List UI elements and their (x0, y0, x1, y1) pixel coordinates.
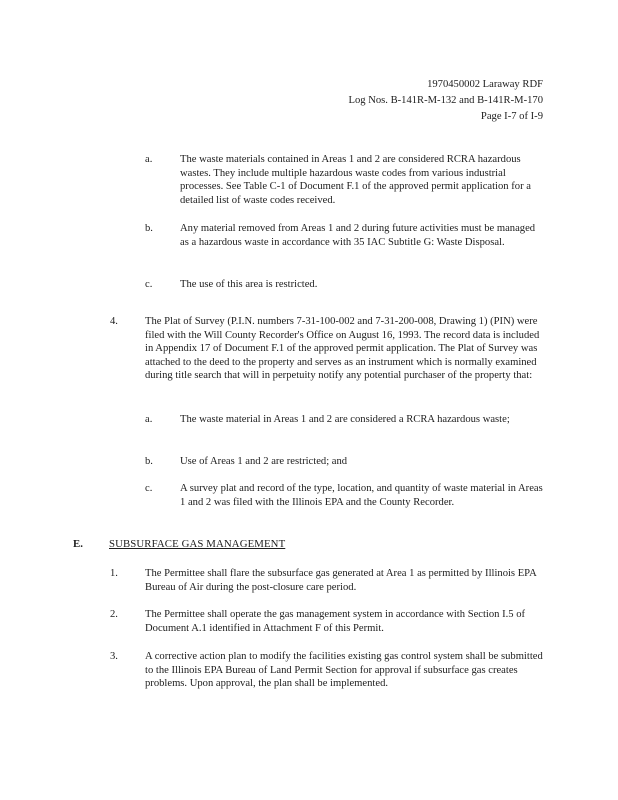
sub-item-label: b. (145, 223, 153, 234)
header-log-numbers: Log Nos. B-141R-M-132 and B-141R-M-170 (348, 95, 543, 106)
sub-item-text: A survey plat and record of the type, location, and quantity of waste material in Areas 1 and 2 was filed with the Illinois EPA and the County Recorder. (180, 483, 543, 508)
header-facility-line: 1970450002 Laraway RDF (427, 79, 543, 90)
section-item-text: The Permittee shall operate the gas management system in accordance with Section I.5 of Document A.1 identified in Attachment F of this Permit. (145, 609, 526, 634)
sub-item-text: Use of Areas 1 and 2 are restricted; and (180, 456, 348, 467)
sub-item-label: c. (145, 279, 153, 290)
sub-item-text: Any material removed from Areas 1 and 2 during future activities must be managed as a hazardous waste in accordance with 35 IAC Subtitle G: Waste Disposal. (180, 223, 536, 248)
section-letter: E. (73, 538, 83, 550)
section-title: SUBSURFACE GAS MANAGEMENT (109, 538, 286, 550)
header-page-number: Page I-7 of I-9 (480, 111, 543, 122)
section-item-label: 1. (110, 568, 118, 579)
sub-item-label: a. (145, 414, 153, 425)
section-item-text: The Permittee shall flare the subsurface gas generated at Area 1 as permitted by Illinois EPA Bureau of Air during the post-closure care period. (145, 568, 537, 593)
sub-item-label: b. (145, 456, 153, 467)
section-item-label: 3. (110, 651, 118, 662)
sub-item-text: The waste materials contained in Areas 1 and 2 are considered RCRA hazardous wastes. They include multiple hazardous waste codes from various industrial processes. See Table C-1 of Document F.1 of the approved permit application for a detailed list of waste codes received. (180, 154, 531, 206)
section-item-label: 2. (110, 609, 118, 620)
sub-item-text: The use of this area is restricted. (180, 279, 318, 290)
sub-item-text: The waste material in Areas 1 and 2 are considered a RCRA hazardous waste; (180, 414, 510, 425)
sub-item-label: a. (145, 154, 153, 165)
section-item-text: A corrective action plan to modify the facilities existing gas control system shall be submitted to the Illinois EPA Bureau of Land Permit Section for approval if subsurface gas creates problems. Upon approval, the plan shall be implemented. (145, 651, 543, 690)
item-4-text: The Plat of Survey (P.I.N. numbers 7-31-100-002 and 7-31-200-008, Drawing 1) (PIN) were filed with the Will County Recorder's Office on August 16, 1993. The record data is included in Appendix 17 of Document F.1 of the approved permit application. The Plat of Survey was attached to the deed to the property and serves as an instrument which is normally examined during title search that will in perpetuity notify any potential purchaser of the property that: (145, 316, 540, 382)
item-4-label: 4. (110, 316, 118, 327)
sub-item-label: c. (145, 483, 153, 494)
